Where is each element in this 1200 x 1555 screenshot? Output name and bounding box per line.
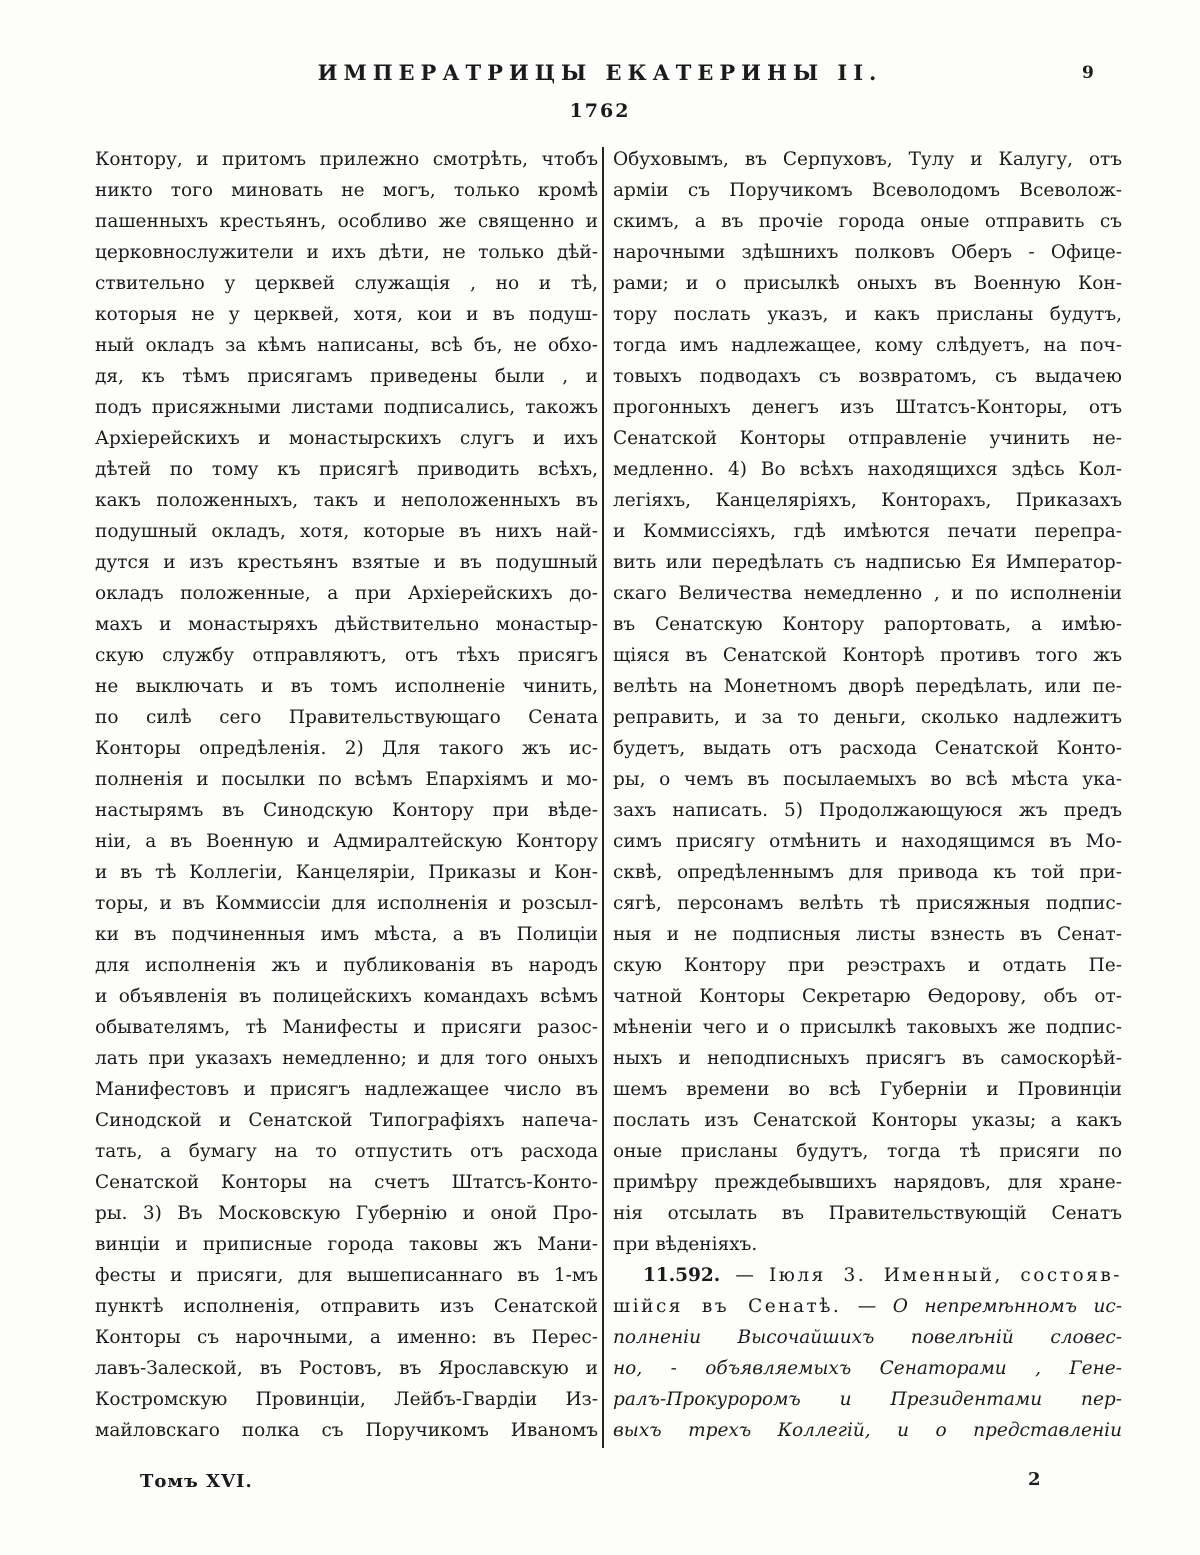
text-line [95, 640, 598, 671]
text-line [613, 175, 1122, 206]
text-line [613, 423, 1122, 454]
text-segment: тать, а бумагу на то отпустить отъ расхода [95, 1141, 598, 1162]
text-segment: симъ присягу отмѣнить и находящимся въ Мо- [613, 831, 1122, 852]
text-segment: при вѣденіяхъ. [613, 1234, 758, 1255]
text-segment: сквѣ, опредѣленнымъ для привода къ той при- [613, 862, 1122, 883]
text-segment: скую службу отправляютъ, отъ тѣхъ присягъ [95, 645, 598, 666]
text-line [95, 795, 598, 826]
text-line [95, 1353, 598, 1384]
text-segment: захъ написать. 5) Продолжающуюся жъ предъ [613, 800, 1122, 821]
text-line [613, 1384, 1122, 1415]
left-column [95, 144, 598, 1446]
text-segment: — [720, 1265, 769, 1286]
text-segment: выхъ трехъ Коллегій, и о представленіи [613, 1420, 1122, 1441]
text-line [95, 175, 598, 206]
text-segment: пунктѣ исполненія, отправить изъ Сенатской [95, 1296, 598, 1317]
text-line [95, 578, 598, 609]
text-segment: обывателямъ, тѣ Манифесты и присяги разос- [95, 1017, 598, 1038]
text-line [95, 888, 598, 919]
text-line [95, 919, 598, 950]
text-line [95, 733, 598, 764]
text-segment: вить или передѣлать съ надписью Ея Император- [613, 552, 1122, 573]
text-line [613, 702, 1122, 733]
text-segment: и Коммиссіяхъ, гдѣ имѣются печати перепра- [613, 521, 1122, 542]
text-line [95, 1198, 598, 1229]
text-segment: подушный окладъ, хотя, которые въ нихъ най- [95, 521, 598, 542]
text-segment: винціи и приписные города таковы жъ Мани- [95, 1234, 598, 1255]
text-segment: скаго Величества немедленно , и по исполненіи [613, 583, 1122, 604]
text-line [613, 1260, 1122, 1291]
text-line [613, 857, 1122, 888]
text-line [95, 1291, 598, 1322]
text-line [613, 237, 1122, 268]
text-segment: Сенатской Конторы отправленіе учинить не- [613, 428, 1122, 449]
text-segment: будетъ, выдать отъ расхода Сенатской Конто- [613, 738, 1122, 759]
text-segment: ствительно у церквей служащія , но и тѣ, [95, 273, 598, 294]
text-line [613, 981, 1122, 1012]
text-segment: дя, къ тѣмъ присягамъ приведены были , и [95, 366, 598, 387]
text-line [95, 1384, 598, 1415]
text-line [95, 1322, 598, 1353]
text-line [613, 733, 1122, 764]
text-segment: Синодской и Сенатской Типографіяхъ напеча- [95, 1110, 598, 1131]
text-line [613, 268, 1122, 299]
text-line [613, 1291, 1122, 1322]
text-line [613, 1043, 1122, 1074]
text-segment: Сенатской Конторы на счетъ Штатсъ-Конто- [95, 1172, 598, 1193]
text-line [95, 206, 598, 237]
text-line [95, 454, 598, 485]
text-segment: окладъ положенные, а при Архіерейскихъ до- [95, 583, 598, 604]
text-segment: но, - объявляемыхъ Сенаторами , Гене- [613, 1358, 1122, 1379]
text-segment: и въ тѣ Коллегіи, Канцеляріи, Приказы и Кон- [95, 862, 598, 883]
text-line [613, 919, 1122, 950]
text-line [95, 702, 598, 733]
text-segment: нарочными здѣшнихъ полковъ Оберъ - Офице- [613, 242, 1122, 263]
volume-label: Томъ XVI. [140, 1471, 253, 1492]
text-segment: ры, о чемъ въ посылаемыхъ во всѣ мѣста ука- [613, 769, 1122, 790]
text-segment: товыхъ подводахъ съ возвратомъ, съ выдачею [613, 366, 1122, 387]
text-line [613, 1105, 1122, 1136]
text-line [95, 671, 598, 702]
text-segment: церковнослужители и ихъ дѣти, не только дѣй- [95, 242, 598, 263]
text-line [613, 764, 1122, 795]
text-segment: дутся и изъ крестьянъ взятые и въ подушный [95, 552, 598, 573]
text-line [95, 423, 598, 454]
text-segment: медленно. 4) Во всѣхъ находящихся здѣсь Кол- [613, 459, 1122, 480]
signature-mark: 2 [1028, 1469, 1041, 1490]
text-line [613, 1322, 1122, 1353]
text-line [95, 268, 598, 299]
text-segment: не выключать и въ томъ исполненіе чинить, [95, 676, 598, 697]
text-segment: лавъ-Залеской, въ Ростовъ, въ Ярославскую и [95, 1358, 598, 1379]
text-line [95, 392, 598, 423]
text-line [95, 516, 598, 547]
text-segment: — [841, 1296, 893, 1317]
text-segment: щіяся въ Сенатской Конторѣ противъ того жъ [613, 645, 1122, 666]
text-segment: торы, и въ Коммиссіи для исполненія и розсыл- [95, 893, 598, 914]
text-segment: Архіерейскихъ и монастырскихъ слугъ и ихъ [95, 428, 598, 449]
text-segment: чатной Конторы Секретарю Ѳедорову, объ от- [613, 986, 1122, 1007]
text-line [613, 795, 1122, 826]
text-line [95, 764, 598, 795]
text-line [95, 609, 598, 640]
text-segment: Конторы съ нарочными, а именно: въ Перес- [95, 1327, 598, 1348]
running-title: ИМПЕРАТРИЦЫ ЕКАТЕРИНЫ II. [317, 60, 883, 85]
text-line [613, 144, 1122, 175]
text-line [613, 1415, 1122, 1446]
year-heading: 1762 [569, 100, 631, 122]
text-line [95, 237, 598, 268]
text-segment: тогда имъ надлежащее, кому слѣдуетъ, на поч- [613, 335, 1122, 356]
text-segment: примѣру преждебывшихъ нарядовъ, для хране- [613, 1172, 1122, 1193]
text-line [613, 392, 1122, 423]
text-line [95, 361, 598, 392]
right-column [613, 144, 1122, 1446]
text-segment: полненіи Высочайшихъ повелѣній словес- [613, 1327, 1122, 1348]
text-segment: легіяхъ, Канцеляріяхъ, Конторахъ, Приказахъ [613, 490, 1122, 511]
text-segment: въ Сенатскую Контору рапортовать, а имѣю- [613, 614, 1122, 635]
text-line [95, 1167, 598, 1198]
text-segment: О непремѣнномъ ис- [892, 1296, 1122, 1317]
text-line [613, 1229, 1122, 1260]
text-line [613, 1167, 1122, 1198]
text-line [613, 1198, 1122, 1229]
text-line [613, 330, 1122, 361]
text-line [613, 454, 1122, 485]
text-line [95, 1415, 598, 1446]
text-segment: фесты и присяги, для вышеписаннаго въ 1-мъ [95, 1265, 598, 1286]
text-segment: Манифестовъ и присягъ надлежащее число въ [95, 1079, 598, 1100]
text-segment: ный окладъ за кѣмъ написаны, всѣ бъ, не обхо- [95, 335, 598, 356]
text-segment: Іюля 3. Именный, состояв- [769, 1265, 1122, 1286]
text-line [613, 516, 1122, 547]
text-segment: лать при указахъ немедленно; и для того оныхъ [95, 1048, 598, 1069]
text-line [613, 578, 1122, 609]
text-line [95, 547, 598, 578]
column-divider [602, 147, 604, 1448]
text-line [613, 640, 1122, 671]
text-segment: скую Контору при реэстрахъ и отдать Пе- [613, 955, 1122, 976]
text-line [95, 857, 598, 888]
text-line [95, 981, 598, 1012]
text-segment: нія отсылать въ Правительствующій Сенатъ [613, 1203, 1122, 1224]
text-segment: настырямъ въ Синодскую Контору при вѣде- [95, 800, 598, 821]
text-segment: арміи съ Поручикомъ Всеволодомъ Всеволож- [613, 180, 1122, 201]
text-segment: Контору, и притомъ прилежно смотрѣть, чтобъ [95, 149, 598, 170]
page-number: 9 [1082, 63, 1094, 83]
text-line [613, 609, 1122, 640]
text-segment: ніи, а въ Военную и Адмиралтейскую Контору [95, 831, 598, 852]
text-segment: ралъ-Прокуроромъ и Президентами пер- [613, 1389, 1122, 1410]
text-segment: майловскаго полка съ Поручикомъ Иваномъ [95, 1420, 598, 1441]
text-line [613, 206, 1122, 237]
text-segment: подъ присяжными листами подписались, такожъ [95, 397, 598, 418]
text-line [95, 1043, 598, 1074]
text-segment: полненія и посылки по всѣмъ Епархіямъ и мо- [95, 769, 598, 790]
text-line [95, 1105, 598, 1136]
text-segment: ныя и не подписныя листы взнесть въ Сенат- [613, 924, 1122, 945]
text-line [613, 1353, 1122, 1384]
text-line [613, 547, 1122, 578]
text-line [95, 1229, 598, 1260]
text-segment: махъ и монастыряхъ дѣйствительно монастыр- [95, 614, 598, 635]
text-line [95, 1260, 598, 1291]
text-line [613, 1012, 1122, 1043]
text-segment: ры. 3) Въ Московскую Губернію и оной Про- [95, 1203, 598, 1224]
text-line [613, 299, 1122, 330]
text-segment: пашенныхъ крестьянъ, особливо же священно и [95, 211, 598, 232]
text-segment: мѣненіи чего и о присылкѣ таковыхъ же подпис- [613, 1017, 1122, 1038]
text-segment: которыя не у церквей, хотя, кои и въ подуш- [95, 304, 598, 325]
text-line [613, 485, 1122, 516]
text-line [95, 826, 598, 857]
text-line [613, 671, 1122, 702]
text-line [95, 1012, 598, 1043]
text-segment: и объявленія въ полицейскихъ командахъ всѣмъ [95, 986, 598, 1007]
text-line [95, 299, 598, 330]
text-line [95, 144, 598, 175]
text-segment: прогонныхъ денегъ изъ Штатсъ-Конторы, отъ [613, 397, 1122, 418]
text-line [613, 1074, 1122, 1105]
text-segment: никто того миновать не могъ, только кромѣ [95, 180, 598, 201]
text-line [613, 888, 1122, 919]
text-line [613, 1136, 1122, 1167]
text-segment: сягѣ, персонамъ велѣть тѣ присяжныя подпис- [613, 893, 1122, 914]
text-line [613, 950, 1122, 981]
text-segment: какъ положенныхъ, такъ и неположенныхъ въ [95, 490, 598, 511]
text-line [95, 1074, 598, 1105]
text-segment: для исполненія жъ и публикованія въ народъ [95, 955, 598, 976]
text-segment: Обуховымъ, въ Серпуховъ, Тулу и Калугу, отъ [613, 149, 1122, 170]
text-line [95, 330, 598, 361]
text-segment: оные присланы будутъ, тогда тѣ присяги по [613, 1141, 1122, 1162]
text-segment: скимъ, а въ прочіе города оные отправить съ [613, 211, 1122, 232]
text-segment: шемъ времени во всѣ Губерніи и Провинціи [613, 1079, 1122, 1100]
text-segment: велѣть на Монетномъ дворѣ передѣлать, или пе- [613, 676, 1122, 697]
text-segment: Костромскую Провинціи, Лейбъ-Гвардіи Из- [95, 1389, 598, 1410]
text-segment: реправить, и за то деньги, сколько надлежитъ [613, 707, 1122, 728]
text-segment: по силѣ сего Правительствующаго Сената [95, 707, 598, 728]
text-segment: ки въ подчиненныя имъ мѣста, а въ Полиціи [95, 924, 598, 945]
text-line [95, 950, 598, 981]
text-segment: тору послать указъ, и какъ присланы будутъ, [613, 304, 1122, 325]
text-line [613, 826, 1122, 857]
text-segment: 11.592. [643, 1265, 721, 1286]
text-segment: ныхъ и неподписныхъ присягъ въ самоскорѣй- [613, 1048, 1122, 1069]
text-segment: Конторы опредѣленія. 2) Для такого жъ ис- [95, 738, 598, 759]
text-segment: послать изъ Сенатской Конторы указы; а какъ [613, 1110, 1122, 1131]
text-segment: шійся въ Сенатѣ. [613, 1296, 842, 1317]
text-segment: дѣтей по тому къ присягѣ приводить всѣхъ, [95, 459, 598, 480]
text-line [613, 361, 1122, 392]
text-segment: рами; и о присылкѣ оныхъ въ Военную Кон- [613, 273, 1122, 294]
text-line [95, 485, 598, 516]
text-line [95, 1136, 598, 1167]
